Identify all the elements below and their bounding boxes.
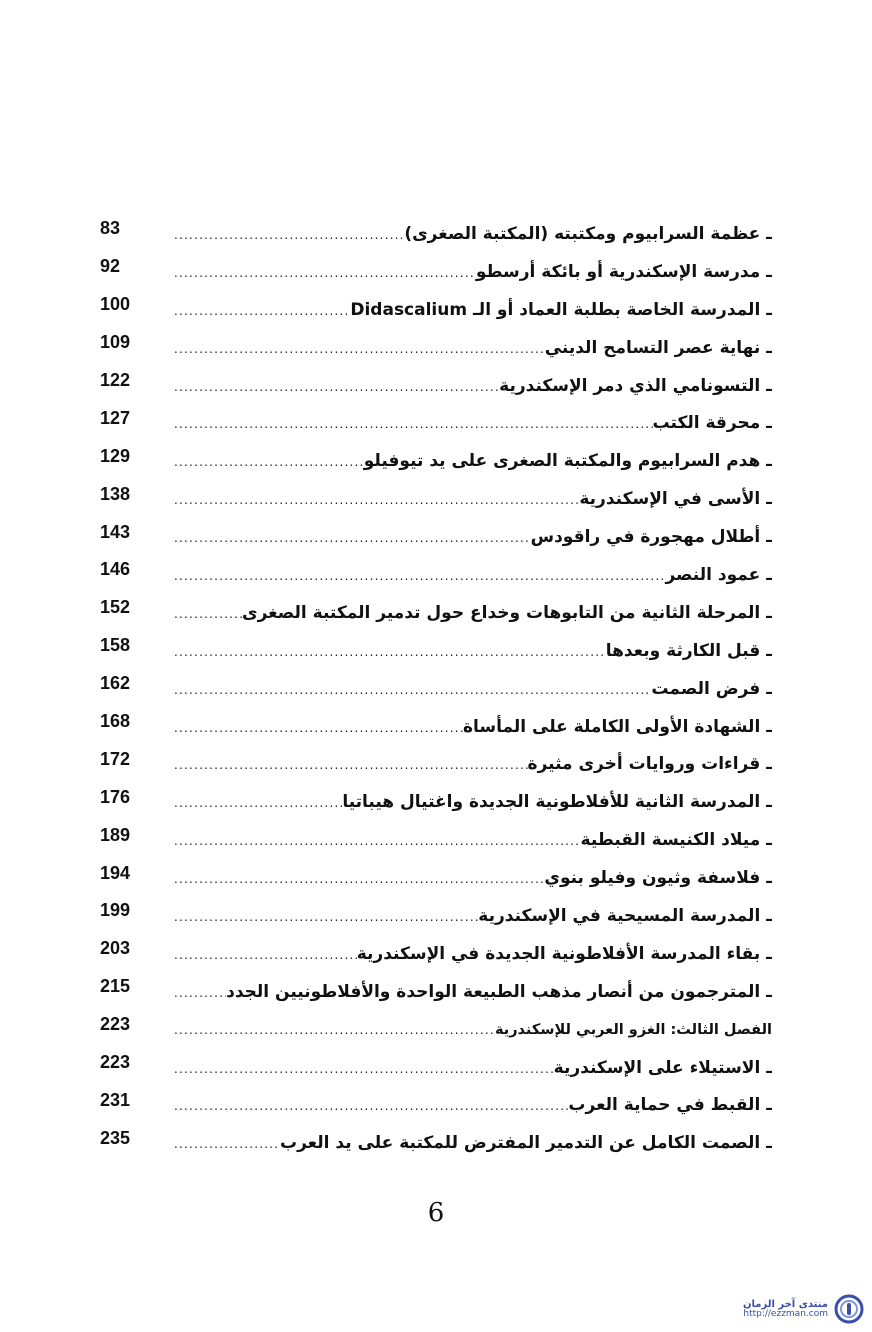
leader-dots — [174, 1062, 554, 1076]
toc-title: ـ فلاسفة وثيون وفيلو بنوي — [544, 868, 772, 889]
leader-dots — [174, 721, 463, 735]
leader-dots — [174, 1137, 280, 1151]
toc-page-number: 231 — [100, 1089, 131, 1110]
toc-row[interactable] — [100, 361, 772, 399]
toc-row[interactable] — [100, 1080, 772, 1118]
toc-chapter-title: الفصل الثالث: الغزو العربي للإسكندرية — [494, 1021, 772, 1038]
toc-row[interactable] — [100, 929, 772, 967]
toc-page-number: 203 — [100, 938, 131, 959]
leader-dots — [174, 417, 653, 431]
toc-page-number: 215 — [100, 976, 131, 997]
toc-row[interactable] — [100, 777, 772, 815]
toc-title: ـ قراءات وروايات أخرى مثيرة — [527, 754, 772, 775]
toc-page-number: 109 — [100, 332, 131, 353]
leader-dots — [174, 228, 404, 242]
leader-dots — [174, 834, 581, 848]
toc-page-number: 158 — [100, 635, 131, 656]
leader-dots — [174, 304, 350, 318]
toc-row[interactable] — [100, 1043, 772, 1081]
toc-row[interactable] — [100, 436, 772, 474]
toc-page-number: 172 — [100, 748, 131, 769]
leader-dots — [174, 1099, 568, 1113]
toc-row[interactable] — [100, 209, 772, 247]
leader-dots — [174, 569, 665, 583]
toc-page-number: 168 — [100, 711, 131, 732]
toc-title: ـ المرحلة الثانية من التابوهات وخداع حول تدمير المكتبة الصغرى — [242, 602, 772, 623]
leader-dots — [174, 758, 528, 772]
toc-title: ـ محرقة الكتب — [652, 413, 772, 434]
toc-title: ـ فرض الصمت — [651, 678, 772, 699]
toc-row[interactable] — [100, 550, 772, 588]
toc-row[interactable] — [100, 815, 772, 853]
toc-title: ـ المدرسة المسيحية في الإسكندرية — [478, 905, 772, 926]
toc-title: ـ الاستيلاء على الإسكندرية — [553, 1057, 772, 1078]
leader-dots — [174, 607, 242, 621]
toc-page-number: 223 — [100, 1014, 131, 1035]
toc-title: ـ نهاية عصر التسامح الديني — [544, 337, 772, 358]
toc-page-number: 100 — [100, 294, 131, 315]
toc-row[interactable] — [100, 323, 772, 361]
toc-page-number: 189 — [100, 824, 131, 845]
toc-title: ـ قبل الكارثة وبعدها — [605, 640, 772, 661]
leader-dots — [174, 266, 476, 280]
toc-title: ـ ميلاد الكنيسة القبطية — [580, 830, 772, 851]
toc-title: ـ بقاء المدرسة الأفلاطونية الجديدة في الإسكندرية — [356, 943, 772, 964]
toc-title: ـ عمود النصر — [665, 564, 772, 585]
toc-page-number: 129 — [100, 445, 131, 466]
toc-row[interactable] — [100, 967, 772, 1005]
toc-row[interactable] — [100, 664, 772, 702]
leader-dots — [174, 796, 342, 810]
toc-title: ـ التسونامي الذي دمر الإسكندرية — [499, 375, 772, 396]
table-of-contents — [100, 209, 772, 1156]
toc-page-number: 199 — [100, 900, 131, 921]
toc-page-number: 162 — [100, 673, 131, 694]
toc-row[interactable] — [100, 398, 772, 436]
toc-title: ـ المدرسة الثانية للأفلاطونية الجديدة واغتيال هيباتيا — [342, 792, 772, 813]
leader-dots — [174, 493, 579, 507]
toc-row[interactable] — [100, 1118, 772, 1156]
toc-title: ـ الأسى في الإسكندرية — [579, 489, 772, 510]
toc-page-number: 223 — [100, 1052, 131, 1073]
toc-row[interactable] — [100, 853, 772, 891]
toc-title: ـ أطلال مهجورة في راقودس — [530, 527, 772, 548]
toc-page-number: 146 — [100, 559, 131, 580]
toc-chapter-row[interactable] — [100, 1005, 772, 1043]
watermark-url[interactable]: http://ezzman.com — [743, 1308, 828, 1319]
toc-title: ـ مدرسة الإسكندرية أو بائكة أرسطو — [475, 261, 772, 282]
page-number: 6 — [427, 1198, 445, 1228]
toc-row[interactable] — [100, 588, 772, 626]
toc-page-number: 138 — [100, 483, 131, 504]
toc-title: ـ المدرسة الخاصة بطلبة العماد أو الـ Didascalium — [350, 299, 772, 320]
toc-page-number: 176 — [100, 786, 131, 807]
leader-dots — [174, 948, 357, 962]
leader-dots — [174, 910, 478, 924]
leader-dots — [174, 645, 606, 659]
leader-dots — [174, 531, 531, 545]
leader-dots — [174, 683, 651, 697]
toc-page-number: 235 — [100, 1127, 131, 1148]
toc-row[interactable] — [100, 247, 772, 285]
toc-title: ـ الشهادة الأولى الكاملة على المأساة — [462, 716, 772, 737]
toc-row[interactable] — [100, 474, 772, 512]
watermark-name: منتدى آخر الزمان — [743, 1298, 828, 1310]
toc-title: ـ المترجمون من أنصار مذهب الطبيعة الواحدة والأفلاطونيين الجدد — [226, 981, 772, 1002]
site-watermark[interactable] — [743, 1294, 864, 1324]
toc-row[interactable] — [100, 702, 772, 740]
toc-page-number: 83 — [100, 218, 121, 239]
toc-title: ـ هدم السرابيوم والمكتبة الصغرى على يد تيوفيلو — [363, 451, 772, 472]
toc-page-number: 143 — [100, 521, 131, 542]
leader-dots — [174, 872, 544, 886]
toc-page-number: 122 — [100, 370, 131, 390]
toc-title: ـ القبط في حماية العرب — [568, 1095, 772, 1116]
toc-title: ـ الصمت الكامل عن التدمير المفترض للمكتبة على يد العرب — [280, 1133, 772, 1154]
toc-row[interactable] — [100, 626, 772, 664]
leader-dots — [174, 986, 226, 1000]
site-logo-icon — [834, 1294, 864, 1324]
toc-row[interactable] — [100, 891, 772, 929]
toc-page-number: 194 — [100, 862, 131, 883]
toc-page-number: 152 — [100, 597, 131, 618]
toc-row[interactable] — [100, 512, 772, 550]
leader-dots — [174, 380, 499, 394]
toc-page-number: 92 — [100, 256, 121, 277]
leader-dots — [174, 1023, 495, 1037]
toc-row[interactable] — [100, 739, 772, 777]
toc-row[interactable] — [100, 285, 772, 323]
toc-title: ـ عظمة السرابيوم ومكتبته (المكتبة الصغرى) — [404, 223, 772, 244]
leader-dots — [174, 455, 364, 469]
toc-page-number: 127 — [100, 407, 131, 428]
leader-dots — [174, 342, 545, 356]
